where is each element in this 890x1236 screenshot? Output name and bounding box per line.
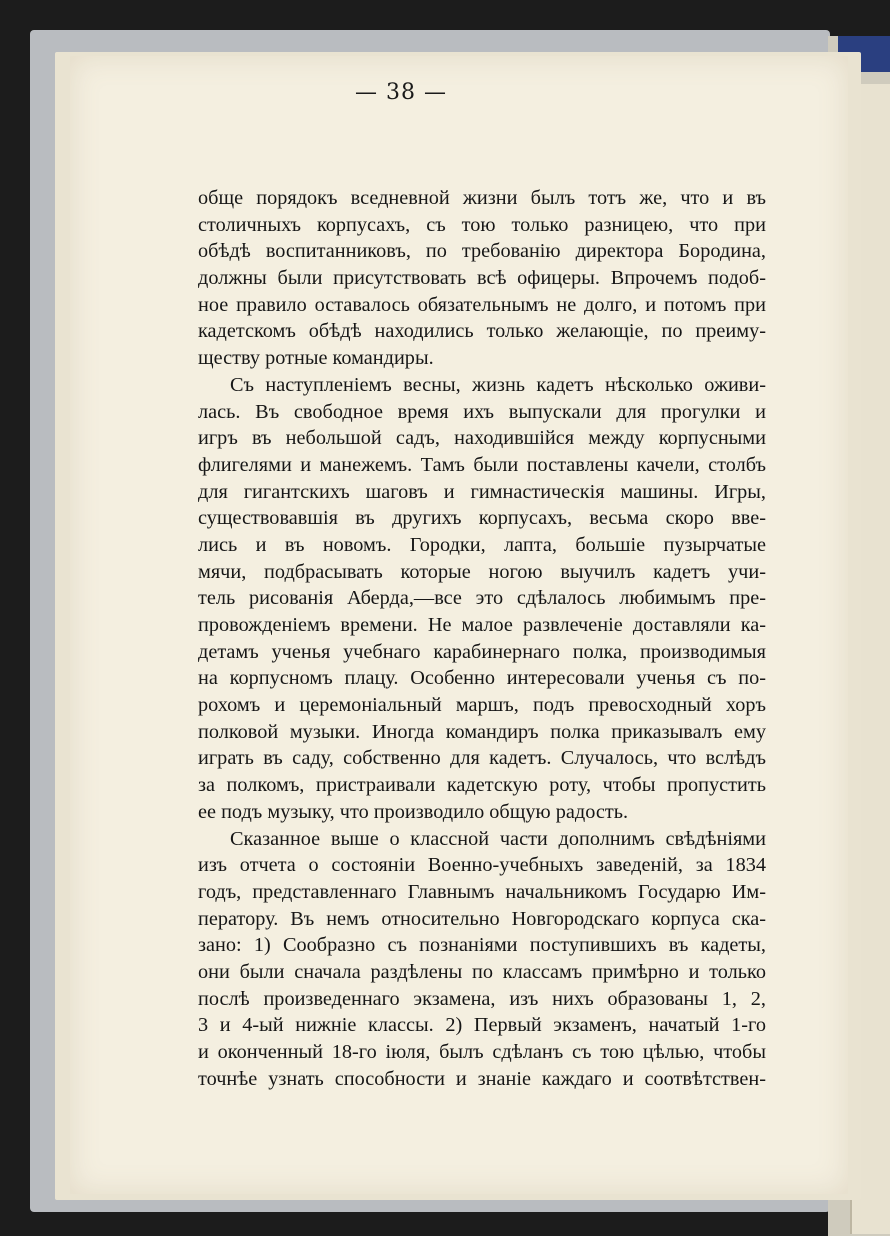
text-line: кадетскомъ обѣдѣ находились только желающіе, по преиму- [198, 320, 766, 343]
text-line: провожденіемъ времени. Не малое развлеченіе доставляли ка- [198, 614, 766, 636]
text-line: ное правило оставалось обязательнымъ не долго, и потомъ при [198, 293, 766, 316]
text-line: Съ наступленіемъ весны, жизнь кадетъ нѣсколько оживи- [230, 373, 766, 396]
text-line: зано: 1) Сообразно съ познаніями поступившихъ въ кадеты, [198, 934, 766, 957]
text-line: игръ въ небольшой садъ, находившійся между корпусными [198, 427, 766, 450]
text-line: ее подъ музыку, что производило общую радость. [198, 800, 629, 823]
text-line: точнѣе узнать способности и знаніе каждаго и соотвѣтствен- [198, 1067, 766, 1090]
text-line: полковой музыки. Иногда командиръ полка приказывалъ ему [198, 720, 766, 743]
text-line: столичныхъ корпусахъ, съ тою только разницею, что при [198, 213, 766, 236]
text-line: для гигантскихъ шаговъ и гимнастическія машины. Игры, [198, 480, 766, 503]
text-line: на корпусномъ плацу. Особенно интересовали ученья съ по- [198, 667, 766, 690]
page-body-text [198, 185, 766, 1092]
text-line: флигелями и манежемъ. Тамъ были поставлены качели, столбъ [198, 453, 766, 476]
text-line: обще порядокъ вседневной жизни былъ тотъ же, что и въ [198, 187, 766, 209]
text-line: они были сначала раздѣлены по классамъ примѣрно и только [198, 960, 766, 983]
text-line: играть въ саду, собственно для кадетъ. Случалось, что вслѣдъ [198, 747, 766, 770]
page-number: — 38 — [355, 80, 447, 105]
text-line: ществу ротные командиры. [198, 347, 434, 370]
text-line: 3 и 4-ый нижніе классы. 2) Первый экзаменъ, начатый 1-го [198, 1014, 766, 1037]
text-line: лись и въ новомъ. Городки, лапта, большіе пузырчатые [198, 533, 766, 556]
text-line: Сказанное выше о классной части дополнимъ свѣдѣніями [230, 827, 766, 850]
text-line: изъ отчета о состояніи Военно-учебныхъ заведеній, за 1834 [198, 854, 766, 877]
text-line: детамъ ученья учебнаго карабинернаго полка, производимыя [198, 640, 766, 663]
text-line: тель рисованія Аберда,—все это сдѣлалось любимымъ пре- [198, 587, 766, 610]
text-line: рохомъ и церемоніальный маршъ, подъ превосходный хоръ [198, 694, 766, 717]
text-line: за полкомъ, пристраивали кадетскую роту, чтобы пропустить [198, 774, 766, 797]
text-line: существовавшія въ другихъ корпусахъ, весьма скоро вве- [198, 507, 766, 530]
text-line: лась. Въ свободное время ихъ выпускали для прогулки и [198, 400, 766, 423]
text-line: ператору. Въ немъ относительно Новгородскаго корпуса ска- [198, 907, 766, 930]
text-line: должны были присутствовать всѣ офицеры. Впрочемъ подоб- [198, 267, 766, 290]
text-line: и оконченный 18-го іюля, былъ сдѣланъ съ тою цѣлью, чтобы [198, 1041, 766, 1063]
text-line: обѣдѣ воспитанниковъ, по требованію директора Бородина, [198, 240, 766, 263]
text-line: мячи, подбрасывать которые ногою выучилъ кадетъ учи- [198, 560, 766, 583]
text-line: годъ, представленнаго Главнымъ начальникомъ Государю Им- [198, 880, 766, 903]
text-line: послѣ произведеннаго экзамена, изъ нихъ образованы 1, 2, [198, 987, 766, 1010]
